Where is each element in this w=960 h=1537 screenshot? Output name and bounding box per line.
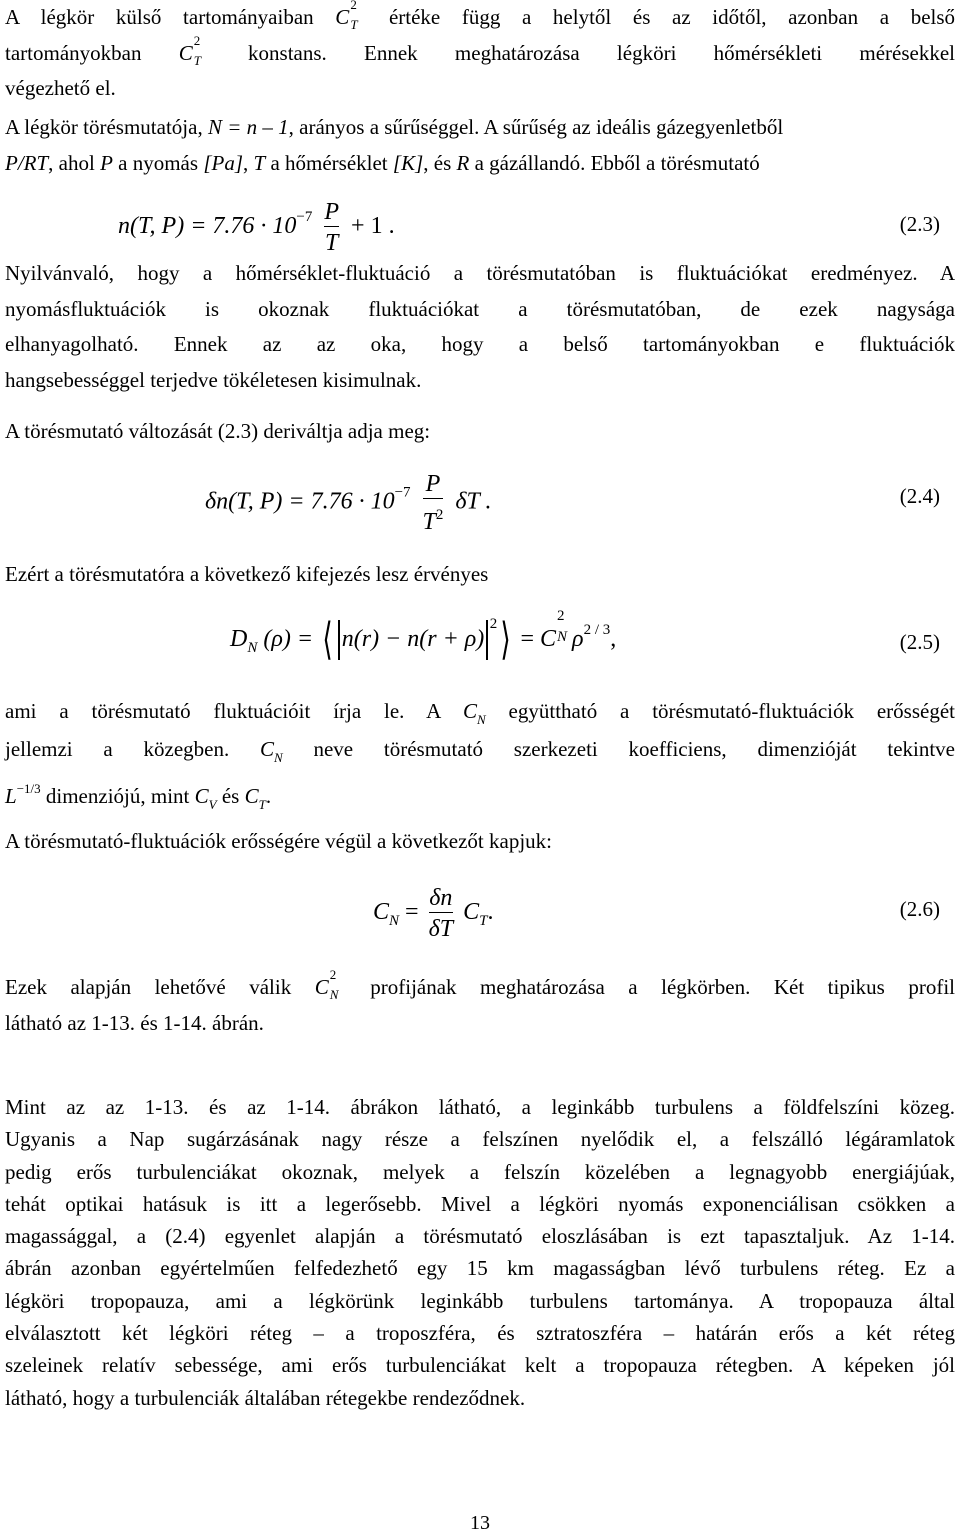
argument: (ρ) =	[263, 626, 314, 652]
denominator: T	[324, 226, 339, 257]
line: elválasztott két légköri réteg – a troposzféra, és sztratoszféra – határán erős a két réteg	[5, 1321, 955, 1346]
text: A légkör törésmutatója,	[5, 115, 203, 139]
symbol-CT	[244, 784, 266, 812]
paragraph-8	[5, 967, 955, 1041]
symbol: C	[260, 736, 275, 761]
exponent: −1/3	[16, 781, 41, 796]
text: együttható a törésmutató-fluktuációk erősségét	[508, 699, 955, 723]
math: T	[253, 150, 266, 175]
line	[5, 0, 955, 36]
equation-number: (2.3)	[899, 212, 940, 236]
superscript: 2	[350, 0, 357, 12]
text: , és	[423, 150, 452, 175]
symbol: C	[314, 975, 329, 999]
line	[5, 967, 955, 1006]
line: Nyilvánvaló, hogy a hőmérséklet-fluktuáció a törésmutatóban is fluktuációkat eredményez. A	[5, 261, 955, 285]
text: .	[265, 784, 272, 808]
exponent: −7	[394, 484, 411, 501]
equation-2-3	[118, 198, 395, 257]
text: ,	[243, 150, 249, 175]
dot: .	[487, 899, 494, 926]
math: N = n – 1	[207, 115, 289, 139]
symbol-rho: ρ	[572, 626, 584, 652]
text: profijának meghatározása a légkörben. Két tipikus profil	[370, 975, 955, 999]
numerator: P	[324, 199, 340, 225]
equals: =	[520, 626, 535, 652]
abs-bar	[338, 620, 340, 660]
subscript: T	[350, 17, 358, 32]
line	[5, 32, 956, 72]
symbol-CN	[463, 699, 486, 727]
line	[5, 694, 955, 730]
text: dimenziójú, mint	[45, 784, 190, 808]
paragraph-1	[5, 0, 955, 107]
math: P	[100, 150, 113, 175]
equation-number: (2.5)	[899, 630, 940, 654]
line: magassággal, a (2.4) egyenlet alapján a törésmutató eloszlásában is ezt tapasztaljuk. Az 1-14.	[5, 1224, 955, 1249]
symbol-CV	[194, 784, 217, 812]
line: A törésmutató-fluktuációk erősségére végül a következőt kapjuk:	[5, 829, 552, 853]
paragraph-3	[5, 256, 955, 398]
subscript: N	[477, 712, 486, 727]
line: Mint az az 1-13. és az 1-14. ábrákon látható, a leginkább turbulens a földfelszíni közeg.	[5, 1095, 955, 1119]
subscript: N	[329, 987, 339, 1002]
line: nyomásfluktuációk is okoznak fluktuációkat a törésmutatóban, de ezek nagysága	[5, 296, 955, 321]
line: végezhető el.	[5, 76, 116, 100]
equation-lhs: δn(T, P) = 7.76 · 10	[205, 488, 395, 515]
subscript: T	[258, 797, 266, 812]
line	[5, 146, 955, 182]
paragraph-5	[5, 557, 955, 593]
abs-bar	[486, 620, 488, 660]
paragraph-6	[5, 694, 956, 812]
math: P/RT	[5, 150, 49, 175]
superscript: 2	[329, 967, 337, 982]
superscript: 2	[557, 608, 565, 624]
fraction	[429, 884, 454, 943]
difference: n(r) − n(r + ρ)	[341, 626, 485, 652]
numerator: P	[425, 471, 441, 497]
den-exponent: 2	[435, 507, 444, 523]
math: R	[456, 150, 470, 175]
symbol-C: C	[463, 899, 480, 926]
equation-number: (2.6)	[899, 897, 940, 921]
text: , ahol	[48, 150, 95, 175]
symbol: C	[194, 784, 209, 808]
subscript: V	[208, 797, 217, 812]
line: A törésmutató változását (2.3) deriváltja adja meg:	[5, 419, 431, 443]
numerator: δn	[429, 885, 453, 911]
symbol: C	[178, 40, 193, 65]
text: , arányos a sűrűséggel. A sűrűség az ideális gázegyenletből	[288, 115, 784, 139]
fraction	[423, 470, 444, 536]
line	[5, 732, 955, 768]
text: és	[221, 784, 240, 808]
line: ábrán azonban egyértelműen felfedezhető egy 15 km magasságban lévő turbulens réteg. Ez a	[5, 1256, 955, 1281]
line: elhanyagolható. Ennek az az oka, hogy a belső tartományokban e fluktuációk	[5, 332, 955, 356]
line	[5, 110, 955, 146]
symbol-CN2	[314, 967, 347, 1002]
denominator: δT	[429, 912, 454, 943]
equation-rhs: + 1 .	[351, 213, 395, 240]
text: ami a törésmutató fluktuációit írja le. A	[5, 699, 441, 723]
text: a hőmérséklet	[270, 150, 388, 175]
text: neve törésmutató szerkezeti koefficiens, dimenzióját tekintve	[313, 736, 956, 761]
equation-2-6	[373, 884, 493, 943]
page-number: 13	[470, 1512, 490, 1534]
paragraph-7	[5, 824, 955, 860]
math: [K]	[392, 150, 424, 175]
comma: ,	[610, 626, 617, 652]
denominator	[423, 498, 444, 536]
subscript: T	[193, 52, 201, 68]
line: szeleinek relatív sebessége, ami erős turbulenciákat kelt a tropopauza rétegben. A képeken jól	[5, 1353, 955, 1378]
line: látható, hogy a turbulenciák általában rétegekbe rendeződnek.	[5, 1385, 526, 1410]
right-angle-bracket: ⟩	[500, 615, 512, 665]
equals: =	[405, 899, 419, 926]
line: tehát optikai hatásuk is itt a legerősebb. Mivel a légköri nyomás exponenciálisan csökken a	[5, 1191, 955, 1216]
symbol: C	[335, 5, 350, 29]
line: látható az 1-13. és 1-14. ábrán.	[5, 1010, 264, 1035]
line: hangsebességgel terjedve tökéletesen kisimulnak.	[5, 367, 422, 392]
text: konstans. Ennek meghatározása légköri hőmérsékleti mérésekkel	[248, 40, 956, 65]
line	[5, 771, 955, 812]
text: a nyomás	[118, 150, 199, 175]
paragraph-4	[5, 414, 955, 450]
symbol-CT2	[178, 32, 211, 68]
text: a gázállandó. Ebből a törésmutató	[474, 150, 760, 175]
symbol-C: C	[373, 899, 390, 926]
exponent: −7	[296, 209, 313, 226]
equation-rhs: δT .	[455, 488, 492, 515]
text: jellemzi a közegben.	[5, 736, 230, 761]
text: Ezek alapján lehetővé válik	[5, 975, 292, 999]
equation-2-4	[205, 470, 491, 536]
den-symbol: T	[422, 509, 436, 535]
subscript: N	[274, 749, 283, 765]
subscript: N	[557, 629, 568, 645]
symbol-L: L	[5, 784, 17, 808]
line: pedig erős turbulenciákat okoznak, melyek a felszín közelében a legnagyobb energiájúak,	[5, 1159, 955, 1184]
text: tartományokban	[5, 40, 142, 65]
math: [Pa]	[203, 150, 243, 175]
equation-lhs: n(T, P) = 7.76 · 10	[118, 213, 297, 240]
subscript: N	[389, 913, 400, 930]
symbol-CN	[260, 736, 283, 765]
subscript: T	[479, 913, 488, 930]
left-angle-bracket: ⟨	[322, 615, 333, 665]
equation-number: (2.4)	[899, 484, 940, 508]
equation-2-5	[230, 608, 617, 665]
fraction	[324, 198, 339, 257]
exponent: 2 / 3	[583, 622, 611, 638]
symbol-C: C	[540, 626, 557, 652]
line: légköri tropopauza, ami a légkörünk leginkább turbulens tartománya. A tropopauza által	[5, 1288, 955, 1313]
text: A légkör külső tartományaiban	[5, 5, 314, 29]
exponent: 2	[489, 616, 498, 632]
paragraph-9	[5, 1091, 955, 1414]
symbol: C	[244, 784, 259, 808]
symbol-D: D	[230, 626, 248, 652]
symbol: C	[463, 699, 478, 723]
line: Ezért a törésmutatóra a következő kifejezés lesz érvényes	[5, 562, 489, 586]
paragraph-2	[5, 110, 955, 181]
symbol-CT2	[335, 0, 367, 32]
superscript: 2	[193, 32, 201, 48]
line: Ugyanis a Nap sugárzásának nagy része a felszínen nyelődik el, a felszálló légáramlatok	[5, 1127, 955, 1152]
text: értéke függ a helytől és az időtől, azonban a belső	[388, 5, 956, 29]
subscript: N	[247, 640, 258, 656]
